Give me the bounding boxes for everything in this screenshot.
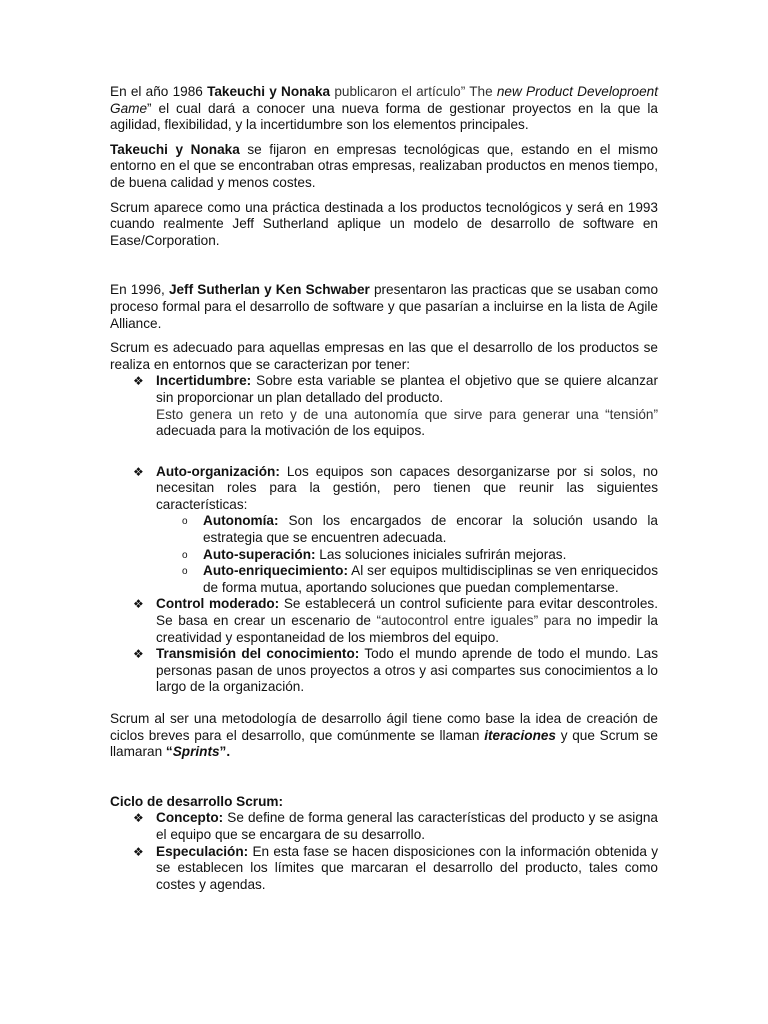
item-title: Autonomía: [203, 513, 279, 529]
diamond-bullet-icon: ❖ [133, 597, 144, 612]
item-text: no impedir la creatividad y espontaneidad de los miembros del equipo. [156, 613, 658, 645]
item-title: Transmisión del conocimiento: [156, 646, 360, 662]
author-names: Takeuchi y Nonaka [110, 141, 240, 157]
text: ”. [219, 744, 231, 760]
item-text: Se establecerá un control suficiente para evitar descontroles. Se basa en crear un escenario de [156, 596, 658, 629]
list-item-concepto [110, 810, 658, 843]
item-text: En esta fase se hacen disposiciones con la información obtenida y se establecen los límites que marcaran el desarrollo del producto, tales como costes y agendas. [156, 843, 658, 892]
item-title: Control moderado: [156, 596, 280, 612]
text: “ [165, 744, 173, 760]
diamond-bullet-icon: ❖ [133, 647, 144, 662]
diamond-bullet-icon: ❖ [133, 464, 144, 479]
author-names: Takeuchi y Nonaka [207, 84, 331, 99]
text: se fijaron en empresas tecnológicas que, estando en el mismo entorno en el que se encontraban otras empresas, realizaban productos en menos tiempo, de buena calidad y menos costes. [110, 141, 658, 190]
paragraph-intro [110, 84, 658, 134]
text: presentaron las practicas que se usaban como proceso formal para el desarrollo de software y que pasarían a incluirse en la lista de Agile Alliance. [110, 282, 659, 331]
item-title: Auto-superación: [203, 546, 316, 562]
item-title: Especulación: [156, 843, 249, 859]
text: Scrum al ser una metodología de desarrollo ágil tiene como base la idea de creación de ciclos breves para el desarrollo, que comúnmente se llaman [110, 711, 658, 743]
paragraph-sprints [110, 711, 658, 761]
circle-bullet-icon: o [182, 566, 188, 578]
text: En 1996, [110, 282, 169, 298]
paragraph-1996 [110, 282, 658, 332]
item-text: Esto genera un reto y de una autonomía que sirve para generar una “tensión” [156, 406, 658, 422]
sub-item-autonomia [156, 513, 658, 546]
term-sprints: Sprints [172, 744, 220, 760]
cycle-list [110, 810, 658, 893]
item-text: Las soluciones iniciales sufrirán mejoras. [315, 546, 567, 562]
list-item-control-moderado [110, 596, 658, 646]
author-names: Jeff Sutherlan y Ken Schwaber [168, 282, 370, 298]
item-text: Se define de forma general las características del producto y se asigna el equipo que se encargara de su desarrollo. [156, 810, 658, 842]
diamond-bullet-icon: ❖ [133, 374, 144, 389]
term-iteraciones: iteraciones [484, 727, 556, 743]
text: y que Scrum se llamaran [110, 727, 658, 760]
text: publicaron el artículo” The [330, 84, 497, 99]
paragraph-scrum-suitable: Scrum es adecuado para aquellas empresas en las que el desarrollo de los productos se realiza en entornos que se caracterizan por tener: [110, 340, 658, 372]
item-text: “autocontrol entre iguales” para [376, 613, 571, 629]
item-text: Son los encargados de encorar la solución usando la estrategia que se encuentren adecuada. [203, 513, 658, 546]
item-text: Sobre esta variable se plantea el objetivo que se quiere alcanzar sin proporcionar un plan detallado del producto. [156, 373, 658, 405]
sub-list [156, 513, 658, 596]
item-text: Los equipos son capaces desorganizarse por si solos, no necesitan roles para la gestión, pero tienen que reunir las siguientes características: [156, 463, 658, 512]
sub-item-auto-enriquecimiento [156, 563, 658, 596]
item-title: Concepto: [156, 810, 224, 826]
text: En el año 1986 [110, 84, 208, 99]
paragraph-takeuchi [110, 142, 658, 192]
section-heading: Ciclo de desarrollo Scrum: [110, 793, 283, 809]
list-item-incertidumbre [110, 373, 658, 439]
diamond-bullet-icon: ❖ [133, 844, 144, 859]
text: ” el cual dará a conocer una nueva forma de gestionar proyectos en la que la agilidad, flexibilidad, y la incertidumbre son los elementos principales. [110, 100, 658, 133]
circle-bullet-icon: o [182, 549, 188, 561]
list-item-auto-organizacion [110, 464, 658, 597]
item-title: Auto-enriquecimiento: [203, 563, 348, 579]
characteristics-list [110, 373, 658, 696]
item-title: Incertidumbre: [156, 373, 252, 389]
article-title: new Product Developroent Game [110, 84, 658, 116]
item-text: Al ser equipos multidisciplinas se ven enriquecidos de forma mutua, aportando soluciones que puedan complementarse. [203, 563, 658, 595]
item-title: Auto-organización: [156, 463, 280, 479]
paragraph-scrum-origin: Scrum aparece como una práctica destinada a los productos tecnológicos y será en 1993 cuando realmente Jeff Sutherland aplique un modelo de desarrollo de software en Ease/Corporation. [110, 199, 658, 248]
sub-item-auto-superacion [156, 547, 658, 564]
item-text: Todo el mundo aprende de todo el mundo. Las personas pasan de unos proyectos a otros y asi compartes sus conocimientos a lo largo de la organización. [156, 646, 659, 695]
diamond-bullet-icon: ❖ [133, 811, 144, 826]
item-text: adecuada para la motivación de los equipos. [156, 423, 426, 439]
circle-bullet-icon: o [182, 516, 188, 528]
list-item-especulacion [110, 844, 658, 894]
list-item-transmision [110, 646, 658, 696]
